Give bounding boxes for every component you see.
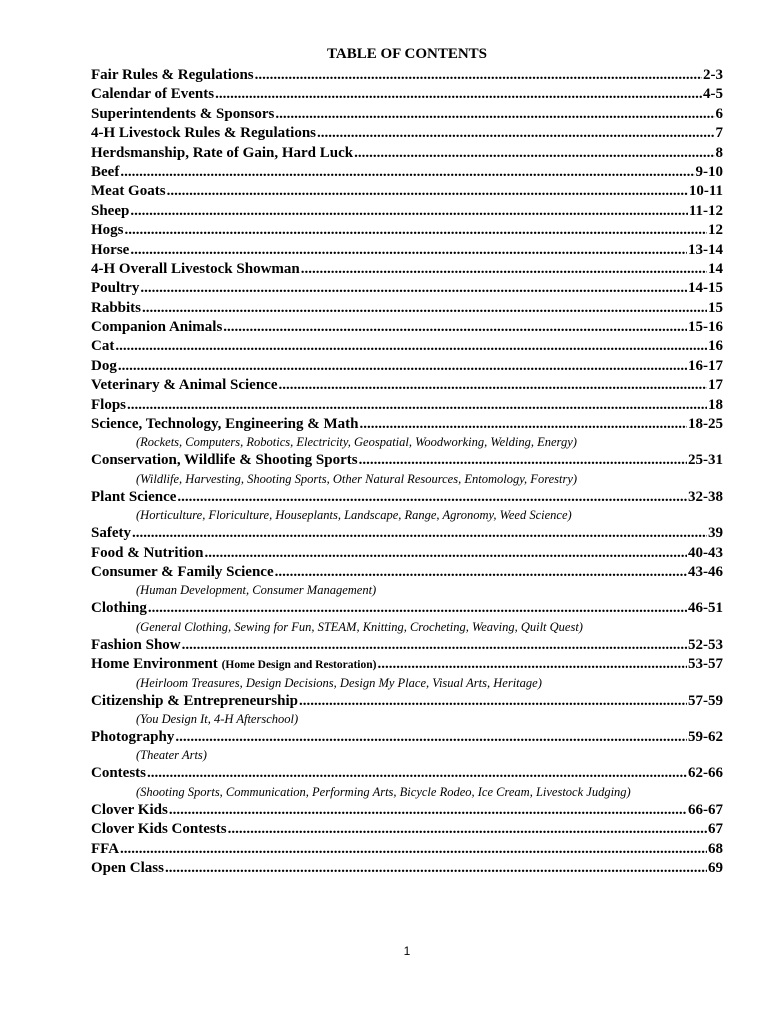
toc-dot-leader	[177, 488, 687, 507]
toc-entry-subtopics: (You Design It, 4-H Afterschool)	[136, 711, 299, 726]
toc-entry	[91, 66, 723, 85]
toc-entry-title: 4-H Overall Livestock Showman	[91, 260, 300, 277]
toc-dot-leader	[275, 563, 687, 582]
toc-entry-subtopics: (General Clothing, Sewing for Fun, STEAM, Knitting, Crocheting, Weaving, Quilt Quest)	[136, 619, 583, 634]
toc-entry-title: Meat Goats	[91, 183, 166, 200]
toc-dot-leader	[275, 105, 714, 124]
toc-entry-label	[91, 840, 119, 859]
toc-entry-page: 8	[715, 144, 723, 161]
toc-dot-leader	[279, 376, 708, 395]
toc-entry-title: Beef	[91, 163, 120, 180]
toc-entry	[91, 124, 723, 143]
toc-entry-page: 46-51	[688, 600, 723, 617]
toc-dot-leader	[359, 451, 687, 470]
toc-entry-label	[91, 692, 298, 711]
toc-entry-label	[91, 524, 131, 543]
toc-entry-title: FFA	[91, 840, 120, 857]
toc-dot-leader	[130, 241, 687, 260]
toc-entry	[91, 144, 723, 163]
page-title: TABLE OF CONTENTS	[326, 46, 488, 62]
toc-entry-page: 12	[708, 222, 723, 239]
toc-entry-subtopics: (Shooting Sports, Communication, Performing Arts, Bicycle Rodeo, Ice Cream, Livestock Judging)	[136, 784, 631, 799]
toc-dot-leader	[317, 124, 715, 143]
toc-dot-leader	[255, 66, 702, 85]
toc-dot-leader	[140, 279, 687, 298]
toc-entry-label	[91, 182, 166, 201]
toc-entry	[91, 859, 723, 878]
toc-entry-title: Safety	[91, 525, 131, 542]
toc-entry-page: 10-11	[688, 183, 723, 200]
toc-entry-title: 4-H Livestock Rules & Regulations	[91, 125, 316, 142]
toc-entry-subtopics: (Theater Arts)	[136, 748, 207, 763]
toc-entry-title: Calendar of Events	[91, 86, 215, 103]
toc-dot-leader	[354, 144, 714, 163]
toc-dot-leader	[205, 544, 688, 563]
toc-entry	[91, 544, 723, 563]
toc-entry-page: 14	[708, 260, 723, 277]
toc-entry-title: Hogs	[91, 222, 124, 239]
toc-entry-title: Fair Rules & Regulations	[91, 67, 254, 83]
toc-entry-page: 15	[708, 299, 723, 316]
toc-entry	[91, 337, 723, 356]
toc-entry-title: Citizenship & Entrepreneurship	[91, 692, 298, 709]
toc-entry-page: 7	[715, 125, 723, 142]
table-of-contents	[91, 66, 723, 878]
toc-entry	[91, 182, 723, 201]
toc-entry-title: Open Class	[91, 859, 164, 876]
toc-entry-page: 66-67	[688, 801, 723, 818]
toc-entry-page: 39	[708, 525, 723, 542]
toc-dot-leader	[120, 163, 694, 182]
toc-entry-label	[91, 357, 117, 376]
toc-entry-label	[91, 655, 376, 674]
toc-dot-leader	[118, 357, 687, 376]
toc-entry-label	[91, 299, 141, 318]
toc-entry-page: 9-10	[695, 163, 723, 180]
toc-entry-label	[91, 488, 176, 507]
toc-entry-label	[91, 144, 353, 163]
toc-dot-leader	[215, 85, 702, 104]
toc-entry	[91, 764, 723, 783]
toc-entry-page: 25-31	[688, 452, 723, 469]
toc-entry	[91, 279, 723, 298]
toc-entry-label	[91, 105, 274, 124]
toc-dot-leader	[228, 820, 707, 839]
toc-dot-leader	[115, 337, 707, 356]
toc-entry	[91, 451, 723, 470]
toc-entry-page: 18	[708, 396, 723, 413]
toc-entry-page: 2-3	[703, 67, 723, 83]
toc-entry	[91, 655, 723, 674]
toc-entry-title: Home Environment	[91, 656, 218, 673]
toc-entry-label	[91, 820, 227, 839]
toc-entry-title: Veterinary & Animal Science	[91, 377, 278, 394]
toc-entry	[91, 163, 723, 182]
toc-dot-leader	[299, 692, 687, 711]
toc-entry-subtopics: (Human Development, Consumer Management)	[136, 583, 377, 598]
toc-entry-page: 16-17	[688, 357, 723, 374]
toc-entry-subtopics: (Rockets, Computers, Robotics, Electricity, Geospatial, Woodworking, Welding, Energy)	[136, 435, 577, 450]
toc-entry	[91, 563, 723, 582]
toc-entry-label	[91, 636, 181, 655]
toc-entry-page: 40-43	[688, 544, 723, 561]
toc-entry-label	[91, 728, 174, 747]
toc-entry-title: Photography	[91, 728, 175, 745]
toc-entry-page: 6	[715, 105, 723, 122]
toc-entry-title: Flops	[91, 396, 127, 413]
toc-entry-label	[91, 337, 114, 356]
toc-entry-page: 69	[708, 859, 723, 876]
toc-dot-leader	[130, 202, 687, 221]
toc-entry	[91, 241, 723, 260]
toc-entry-page: 4-5	[703, 86, 723, 103]
toc-entry-page: 11-12	[688, 202, 723, 219]
toc-entry-title: Herdsmanship, Rate of Gain, Hard Luck	[91, 144, 354, 161]
toc-entry-title: Poultry	[91, 280, 140, 297]
toc-entry-label	[91, 396, 126, 415]
toc-entry-page: 17	[708, 377, 723, 394]
toc-entry	[91, 105, 723, 124]
toc-entry-label	[91, 764, 146, 783]
toc-entry-page: 53-57	[688, 656, 723, 673]
toc-entry-page: 13-14	[688, 241, 723, 258]
toc-entry-page: 62-66	[688, 765, 723, 782]
toc-entry	[91, 376, 723, 395]
toc-entry-label	[91, 859, 164, 878]
toc-entry	[91, 728, 723, 747]
toc-entry-label	[91, 66, 254, 85]
toc-entry-page: 16	[708, 338, 723, 355]
toc-dot-leader	[360, 415, 687, 434]
toc-entry-title: Clover Kids Contests	[91, 821, 227, 838]
toc-entry-subtopics: (Horticulture, Floriculture, Houseplants, Landscape, Range, Agronomy, Weed Science)	[136, 508, 572, 523]
toc-entry-label	[91, 241, 129, 260]
toc-entry-title: Science, Technology, Engineering & Math	[91, 416, 359, 433]
toc-entry	[91, 357, 723, 376]
toc-entry-page: 18-25	[688, 416, 723, 433]
toc-entry-page: 43-46	[688, 563, 723, 580]
toc-entry-title: Consumer & Family Science	[91, 563, 274, 580]
toc-entry	[91, 85, 723, 104]
toc-dot-leader	[147, 764, 687, 783]
toc-dot-leader	[377, 655, 687, 674]
toc-entry	[91, 599, 723, 618]
toc-entry	[91, 396, 723, 415]
toc-entry-label	[91, 318, 222, 337]
toc-dot-leader	[169, 801, 687, 820]
toc-entry-label	[91, 599, 147, 618]
toc-entry-label	[91, 451, 358, 470]
toc-dot-leader	[142, 299, 707, 318]
toc-entry-label	[91, 163, 119, 182]
toc-entry	[91, 820, 723, 839]
toc-entry-label	[91, 85, 214, 104]
toc-entry-title: Horse	[91, 241, 130, 258]
toc-entry-title: Contests	[91, 765, 146, 782]
toc-entry-title: Superintendents & Sponsors	[91, 105, 275, 122]
toc-entry-page: 32-38	[688, 488, 723, 505]
toc-entry	[91, 318, 723, 337]
toc-dot-leader	[165, 859, 707, 878]
toc-entry-label	[91, 260, 300, 279]
toc-entry-title: Companion Animals	[91, 319, 223, 336]
toc-entry	[91, 801, 723, 820]
toc-dot-leader	[120, 840, 707, 859]
toc-entry	[91, 524, 723, 543]
toc-entry	[91, 221, 723, 240]
toc-entry-page: 52-53	[688, 636, 723, 653]
toc-entry	[91, 692, 723, 711]
toc-entry-title: Conservation, Wildlife & Shooting Sports	[91, 452, 358, 469]
toc-entry	[91, 299, 723, 318]
toc-entry-subtopics: (Wildlife, Harvesting, Shooting Sports, Other Natural Resources, Entomology, Forestry)	[136, 471, 578, 486]
toc-dot-leader	[182, 636, 687, 655]
toc-entry	[91, 260, 723, 279]
toc-entry-title: Cat	[91, 338, 115, 355]
toc-dot-leader	[167, 182, 688, 201]
toc-entry-title: Clover Kids	[91, 801, 168, 818]
toc-dot-leader	[175, 728, 687, 747]
toc-dot-leader	[223, 318, 687, 337]
page-number: 1	[403, 944, 411, 958]
toc-entry-label	[91, 544, 204, 563]
toc-entry	[91, 840, 723, 859]
toc-entry-label	[91, 124, 316, 143]
toc-entry-label	[91, 415, 359, 434]
toc-dot-leader	[148, 599, 687, 618]
toc-entry-title: Sheep	[91, 202, 130, 219]
toc-entry	[91, 415, 723, 434]
toc-entry-label	[91, 563, 274, 582]
toc-entry-page: 67	[708, 821, 723, 838]
toc-entry-title: Food & Nutrition	[91, 544, 204, 561]
toc-entry-title: Fashion Show	[91, 636, 181, 653]
toc-entry	[91, 488, 723, 507]
toc-entry	[91, 636, 723, 655]
toc-entry	[91, 202, 723, 221]
toc-entry-label	[91, 376, 278, 395]
toc-entry-label	[91, 801, 168, 820]
toc-dot-leader	[301, 260, 707, 279]
toc-entry-label	[91, 279, 139, 298]
toc-entry-title: Clothing	[91, 600, 147, 617]
toc-entry-label	[91, 221, 124, 240]
toc-entry-title: Dog	[91, 357, 117, 374]
toc-entry-label-note: (Home Design and Restoration)	[221, 659, 377, 672]
toc-entry-page: 14-15	[688, 280, 723, 297]
toc-dot-leader	[125, 221, 707, 240]
toc-entry-page: 57-59	[688, 692, 723, 709]
toc-dot-leader	[127, 396, 707, 415]
toc-entry-page: 15-16	[688, 319, 723, 336]
toc-entry-page: 59-62	[688, 728, 723, 745]
toc-entry-page: 68	[708, 840, 723, 857]
toc-entry-label	[91, 202, 129, 221]
toc-dot-leader	[132, 524, 707, 543]
toc-entry-title: Plant Science	[91, 488, 177, 505]
toc-entry-title: Rabbits	[91, 299, 142, 316]
toc-entry-subtopics: (Heirloom Treasures, Design Decisions, Design My Place, Visual Arts, Heritage)	[136, 675, 542, 690]
